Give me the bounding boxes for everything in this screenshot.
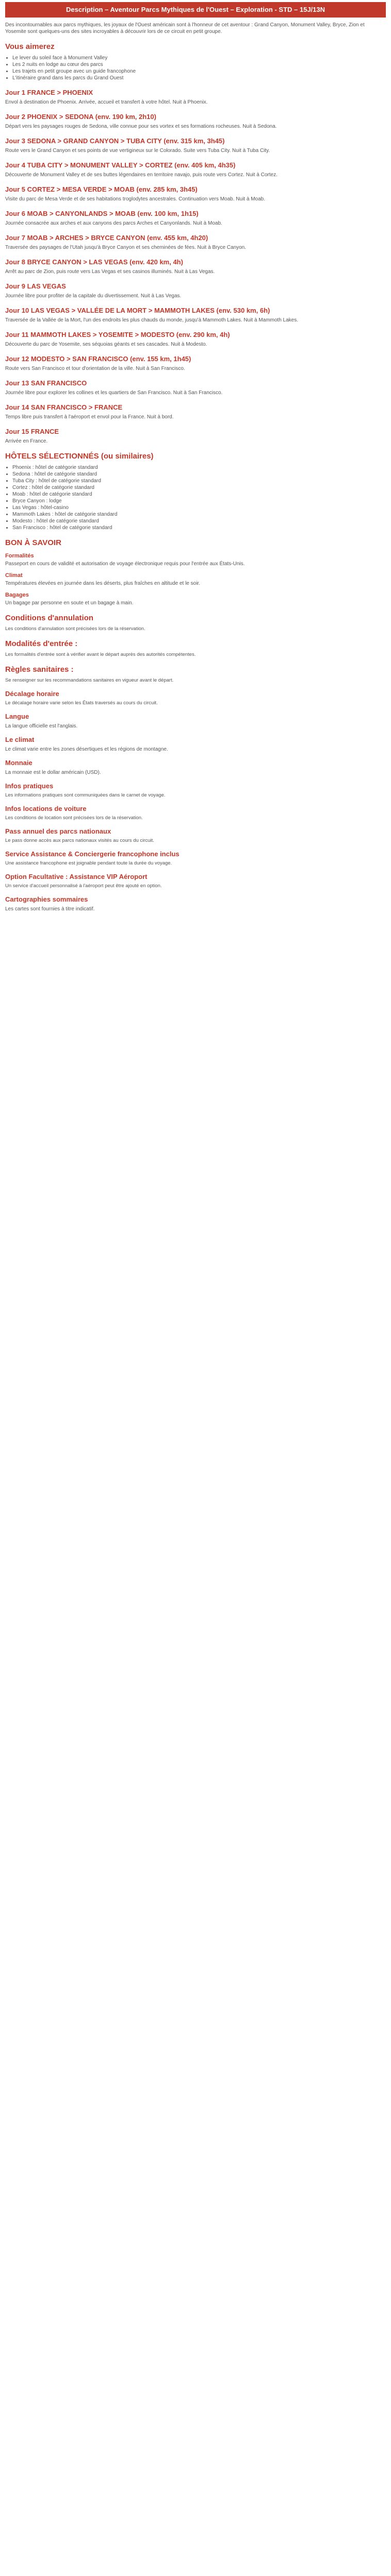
options-heading: Option Facultative : Assistance VIP Aéroport — [5, 873, 148, 880]
good-to-know-paragraph: Passeport en cours de validité et autorisation de voyage électronique requis pour l'entrée aux États-Unis. — [5, 561, 245, 567]
hotel-item: • Las Vegas : hôtel-casino — [12, 504, 386, 511]
day-description: Départ vers les paysages rouges de Sedona, ville connue pour ses vortex et ses formations rocheuses. Nuit à Sedona. — [5, 124, 277, 129]
decalage-text — [5, 700, 386, 706]
day-heading: Jour 12 MODESTO > SAN FRANCISCO (env. 155 km, 1h45) — [5, 355, 191, 363]
monnaie-heading: Monnaie — [5, 759, 32, 767]
hotel-item: • Moab : hôtel de catégorie standard — [12, 491, 386, 498]
options-text — [5, 883, 386, 889]
hotels-list — [5, 464, 386, 531]
highlight-item: • Les trajets en petit groupe avec un guide francophone — [12, 68, 386, 75]
hotel-item: • Sedona : hôtel de catégorie standard — [12, 471, 386, 478]
day-heading: Jour 11 MAMMOTH LAKES > YOSEMITE > MODESTO (env. 290 km, 4h) — [5, 331, 230, 338]
infos-pratiques-paragraph: Les informations pratiques sont communiquées dans le carnet de voyage. — [5, 792, 166, 798]
good-to-know-paragraph: Températures élevées en journée dans les déserts, plus fraîches en altitude et le soir. — [5, 581, 200, 586]
day-heading: Jour 9 LAS VEGAS — [5, 282, 66, 290]
hotel-item: • Cortez : hôtel de catégorie standard — [12, 484, 386, 491]
day-heading: Jour 6 MOAB > CANYONLANDS > MOAB (env. 100 km, 1h15) — [5, 210, 199, 217]
day-heading: Jour 3 SEDONA > GRAND CANYON > TUBA CITY (env. 315 km, 3h45) — [5, 137, 225, 145]
highlight-item: • Les 2 nuits en lodge au cœur des parcs — [12, 61, 386, 68]
good-to-know-subheading: Formalités — [5, 553, 34, 559]
modalites-heading: Modalités d'entrée : — [5, 639, 78, 648]
assistance-heading: Service Assistance & Conciergerie francophone inclus — [5, 850, 180, 858]
pass-heading: Pass annuel des parcs nationaux — [5, 827, 111, 835]
regles-heading: Règles sanitaires : — [5, 665, 74, 674]
day-description: Arrêt au parc de Zion, puis route vers Las Vegas et ses casinos illuminés. Nuit à Las Vegas. — [5, 269, 215, 275]
infos-locations-heading: Infos locations de voiture — [5, 805, 87, 812]
climat-paragraph: Le climat varie entre les zones désertiques et les régions de montagne. — [5, 747, 168, 752]
day-heading: Jour 14 SAN FRANCISCO > FRANCE — [5, 403, 123, 411]
langue-heading: Langue — [5, 713, 29, 720]
good-to-know-subheading: Climat — [5, 572, 23, 579]
day-heading: Jour 10 LAS VEGAS > VALLÉE DE LA MORT > MAMMOTH LAKES (env. 530 km, 6h) — [5, 307, 270, 314]
hotel-item: • Modesto : hôtel de catégorie standard — [12, 518, 386, 524]
conditions-text — [5, 626, 386, 632]
regles-paragraph: Se renseigner sur les recommandations sanitaires en vigueur avant le départ. — [5, 677, 174, 683]
day-description: Visite du parc de Mesa Verde et de ses habitations troglodytes ancestrales. Continuation vers Moab. Nuit à Moab. — [5, 196, 265, 202]
day-heading: Jour 5 CORTEZ > MESA VERDE > MOAB (env. 285 km, 3h45) — [5, 185, 198, 193]
highlights-heading: Vous aimerez — [5, 42, 55, 51]
assistance-text — [5, 860, 386, 867]
cartes-paragraph: Les cartes sont fournies à titre indicatif. — [5, 906, 95, 912]
good-to-know-subheading: Bagages — [5, 592, 29, 598]
pass-text — [5, 838, 386, 844]
good-to-know-heading: BON À SAVOIR — [5, 538, 61, 547]
day-description: Journée libre pour explorer les collines et les quartiers de San Francisco. Nuit à San Francisco. — [5, 390, 223, 396]
infos-pratiques-text — [5, 792, 386, 799]
day-heading: Jour 8 BRYCE CANYON > LAS VEGAS (env. 420 km, 4h) — [5, 258, 183, 266]
day-heading: Jour 1 FRANCE > PHOENIX — [5, 89, 93, 96]
day-heading: Jour 4 TUBA CITY > MONUMENT VALLEY > CORTEZ (env. 405 km, 4h35) — [5, 161, 236, 169]
document-page — [0, 0, 391, 924]
hotel-item: • Tuba City : hôtel de catégorie standard — [12, 478, 386, 484]
cartes-heading: Cartographies sommaires — [5, 895, 88, 903]
hotels-heading: HÔTELS SÉLECTIONNÉS (ou similaires) — [5, 452, 154, 461]
day-description: Journée libre pour profiter de la capitale du divertissement. Nuit à Las Vegas. — [5, 293, 182, 299]
conditions-heading: Conditions d'annulation — [5, 614, 94, 622]
day-description: Arrivée en France. — [5, 438, 48, 444]
hotel-item: • Bryce Canyon : lodge — [12, 498, 386, 504]
highlights-list — [5, 55, 386, 81]
intro-paragraph: Des incontournables aux parcs mythiques, les joyaux de l'Ouest américain sont à l'honneur de cet aventour : Grand Canyon, Monument Valley, Bryce, Zion et Yosemite sont quelques-uns des sites incroyables à découvrir lors de ce circuit en petit groupe. — [5, 22, 365, 35]
conditions-paragraph: Les conditions d'annulation sont précisées lors de la réservation. — [5, 626, 145, 632]
infos-locations-text — [5, 815, 386, 821]
good-to-know-paragraph: Un bagage par personne en soute et un bagage à main. — [5, 600, 134, 606]
day-heading: Jour 2 PHOENIX > SEDONA (env. 190 km, 2h10) — [5, 113, 156, 121]
day-description: Journée consacrée aux arches et aux canyons des parcs Arches et Canyonlands. Nuit à Moab. — [5, 221, 222, 226]
climat-heading: Le climat — [5, 736, 35, 743]
regles-text — [5, 677, 386, 684]
modalites-paragraph: Les formalités d'entrée sont à vérifier avant le départ auprès des autorités compétentes. — [5, 652, 196, 657]
decalage-paragraph: Le décalage horaire varie selon les États traversés au cours du circuit. — [5, 700, 158, 706]
day-heading: Jour 7 MOAB > ARCHES > BRYCE CANYON (env. 455 km, 4h20) — [5, 234, 208, 242]
hotel-item: • Phoenix : hôtel de catégorie standard — [12, 464, 386, 471]
day-description: Route vers le Grand Canyon et ses points de vue vertigineux sur le Colorado. Suite vers Tuba City. Nuit à Tuba City. — [5, 148, 270, 154]
pass-paragraph: Le pass donne accès aux parcs nationaux visités au cours du circuit. — [5, 838, 154, 843]
langue-paragraph: La langue officielle est l'anglais. — [5, 723, 78, 729]
monnaie-paragraph: La monnaie est le dollar américain (USD). — [5, 770, 101, 775]
day-description: Traversée de la Vallée de la Mort, l'un des endroits les plus chauds du monde, jusqu'à Mammoth Lakes. Nuit à Mammoth Lakes. — [5, 317, 298, 323]
day-heading: Jour 15 FRANCE — [5, 428, 59, 435]
day-description: Route vers San Francisco et tour d'orientation de la ville. Nuit à San Francisco. — [5, 366, 185, 371]
day-description: Envol à destination de Phoenix. Arrivée, accueil et transfert à votre hôtel. Nuit à Phoenix. — [5, 99, 208, 105]
day-description: Traversée des paysages de l'Utah jusqu'à Bryce Canyon et ses cheminées de fées. Nuit à Bryce Canyon. — [5, 245, 247, 250]
decalage-heading: Décalage horaire — [5, 690, 59, 698]
page-title-banner: Description – Aventour Parcs Mythiques de l'Ouest – Exploration - STD – 15J/13N — [5, 2, 386, 18]
highlight-item: • L'itinéraire grand dans les parcs du Grand Ouest — [12, 75, 386, 81]
infos-pratiques-heading: Infos pratiques — [5, 782, 54, 790]
options-paragraph: Un service d'accueil personnalisé à l'aéroport peut être ajouté en option. — [5, 883, 162, 889]
infos-locations-paragraph: Les conditions de location sont précisées lors de la réservation. — [5, 815, 143, 821]
day-description: Découverte du parc de Yosemite, ses séquoias géants et ses cascades. Nuit à Modesto. — [5, 342, 207, 347]
hotel-item: • Mammoth Lakes : hôtel de catégorie standard — [12, 511, 386, 518]
day-description: Découverte de Monument Valley et de ses buttes légendaires en territoire navajo, puis route vers Cortez. Nuit à Cortez. — [5, 172, 278, 178]
good-to-know-section — [5, 553, 386, 606]
day-heading: Jour 13 SAN FRANCISCO — [5, 379, 87, 387]
highlight-item: • Le lever du soleil face à Monument Valley — [12, 55, 386, 61]
hotel-item: • San Francisco : hôtel de catégorie standard — [12, 524, 386, 531]
day-description: Temps libre puis transfert à l'aéroport et envol pour la France. Nuit à bord. — [5, 414, 174, 420]
assistance-paragraph: Une assistance francophone est joignable pendant toute la durée du voyage. — [5, 860, 172, 866]
itinerary-days — [5, 89, 386, 445]
modalites-text — [5, 652, 386, 658]
